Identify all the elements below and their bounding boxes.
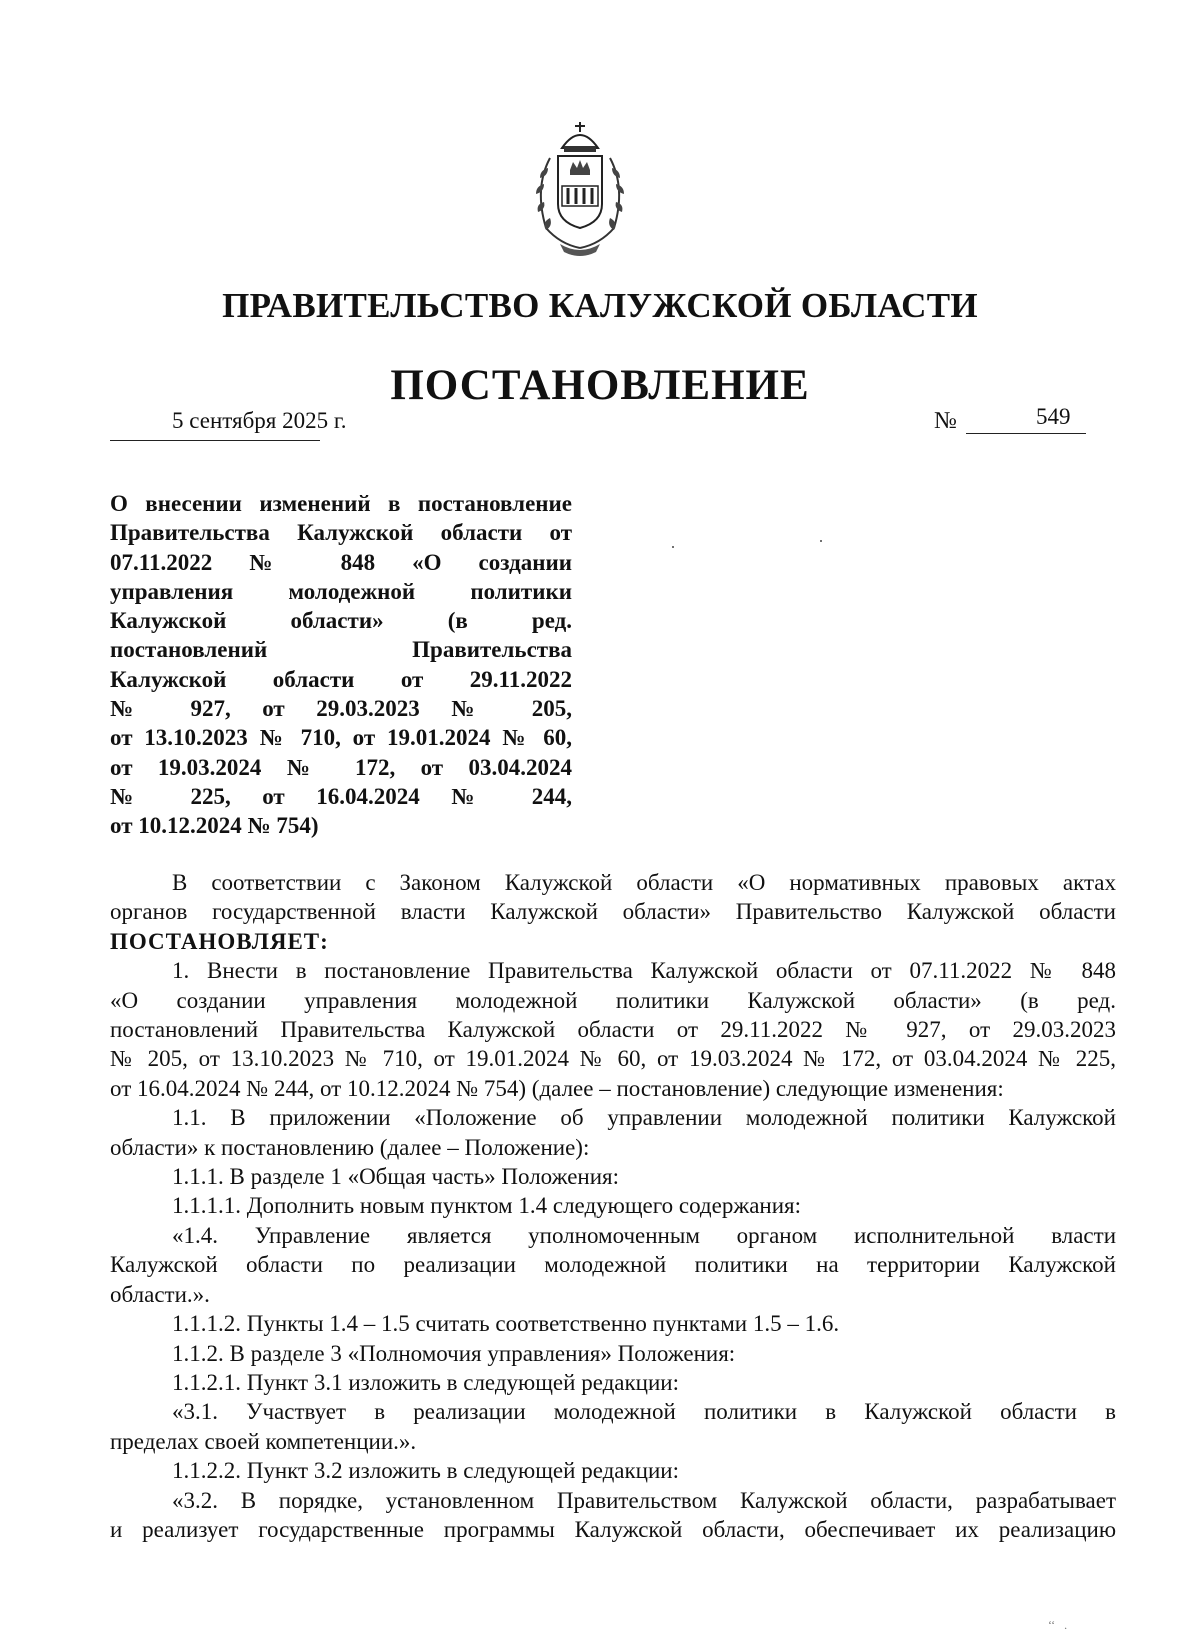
body-line: «3.2. В порядке, установленном Правительством Калужской области, разрабатывает xyxy=(172,1487,1116,1513)
body-line: № 205, от 13.10.2023 № 710, от 19.01.2024 № 60, от 19.03.2024 № 172, от 03.04.2024 № 225, xyxy=(110,1046,1116,1072)
document-type-title: ПОСТАНОВЛЕНИЕ xyxy=(390,362,810,409)
subject-line: № 927, от 29.03.2023 № 205, xyxy=(110,696,572,722)
subject-line: Правительства Калужской области от xyxy=(110,520,572,546)
government-title: ПРАВИТЕЛЬСТВО КАЛУЖСКОЙ ОБЛАСТИ xyxy=(222,286,978,325)
scan-artifact: ‘‘ . xyxy=(1048,1618,1068,1632)
body-line: «О создании управления молодежной политики Калужской области» (в ред. xyxy=(110,987,1116,1013)
number-underline xyxy=(966,433,1086,434)
body-line: 1.1. В приложении «Положение об управлении молодежной политики Калужской xyxy=(172,1105,1116,1131)
subject-line: от 19.03.2024 № 172, от 03.04.2024 xyxy=(110,754,572,780)
body-line: Калужской области по реализации молодежной политики на территории Калужской xyxy=(110,1252,1116,1278)
scan-speck xyxy=(820,540,822,542)
body-line: 1.1.2.1. Пункт 3.1 изложить в следующей редакции: xyxy=(172,1369,679,1395)
subject-line: от 13.10.2023 № 710, от 19.01.2024 № 60, xyxy=(110,725,572,751)
subject-line: Калужской области» (в ред. xyxy=(110,608,572,634)
subject-line: № 225, от 16.04.2024 № 244, xyxy=(110,783,572,809)
subject-line: Калужской области от 29.11.2022 xyxy=(110,666,572,692)
body-line: и реализует государственные программы Калужской области, обеспечивает их реализацию xyxy=(110,1516,1116,1542)
body-line: 1.1.2.2. Пункт 3.2 изложить в следующей редакции: xyxy=(172,1458,679,1484)
scan-speck xyxy=(672,546,674,548)
body-line: 1.1.1.1. Дополнить новым пунктом 1.4 следующего содержания: xyxy=(172,1193,802,1219)
date-underline xyxy=(110,440,320,441)
subject-line: от 10.12.2024 № 754) xyxy=(110,813,319,839)
document-date: 5 сентября 2025 г. xyxy=(172,408,347,433)
subject-line: постановлений Правительства xyxy=(110,637,572,663)
decree-word: ПОСТАНОВЛЯЕТ: xyxy=(110,928,329,954)
coat-of-arms-emblem xyxy=(520,118,640,258)
body-line: В соответствии с Законом Калужской области «О нормативных правовых актах xyxy=(172,870,1116,895)
body-line: постановлений Правительства Калужской области от 29.11.2022 № 927, от 29.03.2023 xyxy=(110,1017,1116,1043)
body-line: «3.1. Участвует в реализации молодежной политики в Калужской области в xyxy=(172,1399,1116,1425)
body-line: 1. Внести в постановление Правительства Калужской области от 07.11.2022 № 848 xyxy=(172,958,1116,984)
body-line: области.». xyxy=(110,1281,210,1307)
body-line: 1.1.1.2. Пункты 1.4 – 1.5 считать соответственно пунктами 1.5 – 1.6. xyxy=(172,1311,840,1337)
number-label: № xyxy=(934,408,957,434)
body-line: от 16.04.2024 № 244, от 10.12.2024 № 754) (далее – постановление) следующие изменения: xyxy=(110,1075,1004,1101)
document-subject xyxy=(110,489,572,841)
subject-line: 07.11.2022 № 848 «О создании xyxy=(110,549,572,575)
body-line: области» к постановлению (далее – Положение): xyxy=(110,1134,590,1160)
body-line: органов государственной власти Калужской области» Правительство Калужской области xyxy=(110,899,1116,925)
body-line: пределах своей компетенции.». xyxy=(110,1428,417,1454)
body-line: 1.1.1. В разделе 1 «Общая часть» Положения: xyxy=(172,1164,619,1190)
subject-line: О внесении изменений в постановление xyxy=(110,491,572,516)
document-number: 549 xyxy=(1036,404,1071,429)
document-body xyxy=(110,868,1116,1544)
body-line: 1.1.2. В разделе 3 «Полномочия управления» Положения: xyxy=(172,1340,736,1366)
subject-line: управления молодежной политики xyxy=(110,578,572,604)
body-line: «1.4. Управление является уполномоченным органом исполнительной власти xyxy=(172,1222,1116,1248)
